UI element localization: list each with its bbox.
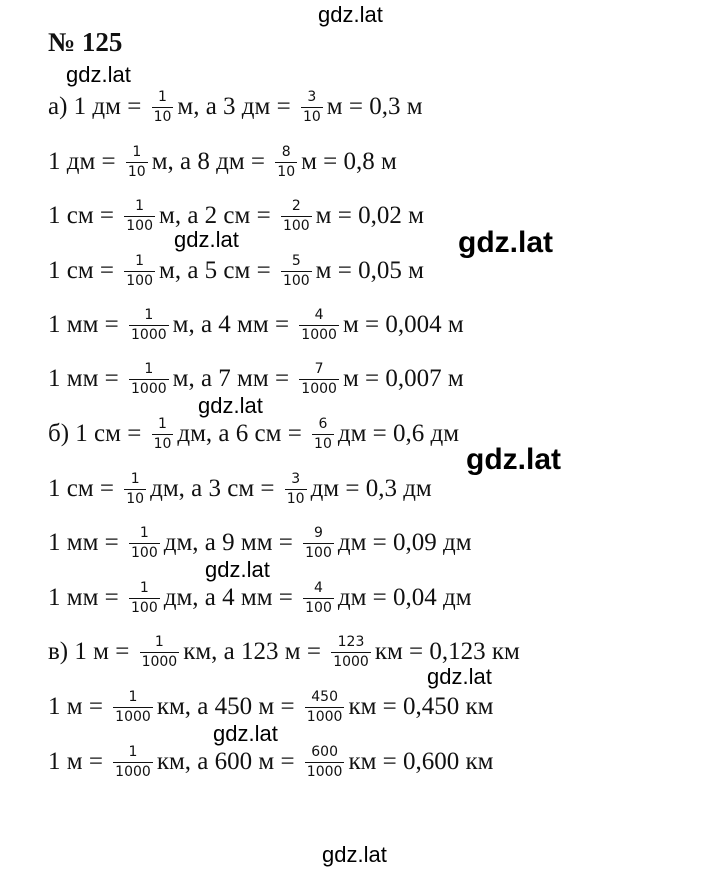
value-fraction [331, 635, 371, 670]
fraction-numerator: 1 [158, 88, 167, 105]
fraction-denominator: 100 [131, 544, 158, 561]
watermark-text: gdz.lat [458, 226, 553, 259]
fraction-denominator: 1000 [301, 380, 337, 397]
fraction-numerator: 1 [132, 143, 142, 160]
fraction-bar [285, 489, 307, 490]
value-fraction [285, 472, 307, 507]
equation-result: дм = 0,6 дм [337, 420, 460, 447]
fraction-numerator: 1 [144, 306, 154, 323]
value-fraction [312, 417, 334, 452]
equation-result: км = 0,450 км [348, 693, 494, 720]
fraction-denominator: 1000 [131, 380, 167, 397]
equation-lhs: а) 1 дм = [48, 93, 148, 120]
unit-fraction [124, 472, 146, 507]
equation-middle: км, а 600 м = [156, 748, 301, 775]
equation-lhs: 1 м = [48, 693, 110, 720]
unit-fraction [140, 635, 180, 670]
fraction-numerator: 600 [311, 743, 338, 760]
fraction-numerator: 9 [314, 524, 323, 541]
equation-result: м = 0,3 м [326, 93, 423, 120]
equation-line [48, 139, 397, 185]
value-fraction [305, 745, 345, 780]
fraction-numerator: 4 [314, 306, 324, 323]
equation-result: м = 0,02 м [315, 202, 424, 229]
fraction-numerator: 1 [128, 743, 138, 760]
equation-result: м = 0,8 м [301, 148, 397, 175]
unit-fraction [152, 90, 174, 125]
fraction-numerator: 1 [130, 470, 140, 487]
unit-fraction [124, 199, 155, 234]
fraction-bar [129, 379, 169, 380]
fraction-denominator: 100 [282, 272, 310, 289]
fraction-numerator: 6 [318, 415, 328, 432]
unit-fraction [124, 254, 155, 289]
fraction-denominator: 100 [126, 217, 153, 234]
fraction-denominator: 10 [302, 108, 321, 125]
unit-fraction [129, 308, 169, 343]
value-fraction [305, 690, 345, 725]
equation-result: км = 0,600 км [348, 748, 494, 775]
fraction-denominator: 10 [286, 490, 305, 507]
fraction-numerator: 1 [158, 415, 167, 432]
fraction-bar [305, 762, 345, 763]
equation-result: м = 0,05 м [315, 257, 424, 284]
equation-line [48, 84, 423, 130]
fraction-denominator: 100 [126, 272, 153, 289]
fraction-denominator: 1000 [301, 326, 337, 343]
fraction-bar [113, 762, 153, 763]
watermark-text: gdz.lat [66, 62, 131, 87]
fraction-numerator: 8 [281, 143, 291, 160]
watermark-text: gdz.lat [318, 2, 383, 27]
fraction-numerator: 3 [291, 470, 301, 487]
fraction-bar [281, 216, 312, 217]
fraction-bar [281, 271, 312, 272]
watermark-text: gdz.lat [466, 443, 561, 476]
fraction-denominator: 10 [277, 163, 296, 180]
equation-middle: км, а 123 м = [183, 638, 328, 665]
fraction-bar [152, 434, 174, 435]
fraction-denominator: 10 [153, 435, 172, 452]
fraction-bar [129, 325, 169, 326]
equation-middle: м, а 3 дм = [177, 93, 297, 120]
fraction-denominator: 1000 [333, 653, 369, 670]
fraction-denominator: 10 [314, 435, 332, 452]
fraction-denominator: 1000 [115, 763, 151, 780]
fraction-denominator: 10 [153, 108, 172, 125]
equation-middle: м, а 8 дм = [151, 148, 272, 175]
value-fraction [275, 145, 297, 180]
value-fraction [281, 199, 312, 234]
watermark-text: gdz.lat [198, 393, 263, 418]
watermark-text: gdz.lat [427, 664, 492, 689]
fraction-numerator: 2 [291, 197, 301, 214]
equation-middle: дм, а 4 мм = [163, 584, 300, 611]
fraction-numerator: 450 [311, 688, 338, 705]
equation-middle: дм, а 3 см = [150, 475, 281, 502]
equation-result: дм = 0,09 дм [337, 529, 472, 556]
fraction-numerator: 4 [314, 579, 323, 596]
equation-lhs: 1 дм = [48, 148, 122, 175]
fraction-denominator: 1000 [115, 708, 151, 725]
fraction-bar [126, 162, 148, 163]
fraction-bar [303, 598, 334, 599]
fraction-numerator: 1 [128, 688, 138, 705]
watermark-text: gdz.lat [213, 721, 278, 746]
equation-middle: дм, а 6 см = [177, 420, 309, 447]
fraction-bar [275, 162, 297, 163]
fraction-bar [299, 379, 339, 380]
fraction-bar [312, 434, 334, 435]
fraction-bar [124, 489, 146, 490]
equation-lhs: 1 см = [48, 202, 121, 229]
fraction-denominator: 1000 [131, 326, 167, 343]
equation-middle: м, а 7 мм = [172, 365, 296, 392]
fraction-denominator: 100 [131, 599, 158, 616]
fraction-numerator: 1 [154, 633, 164, 650]
unit-fraction [113, 745, 153, 780]
fraction-numerator: 1 [139, 579, 149, 596]
exercise-number: № 125 [48, 27, 123, 57]
value-fraction [303, 581, 334, 616]
equation-lhs: б) 1 см = [48, 420, 148, 447]
equation-middle: м, а 2 см = [159, 202, 277, 229]
equation-lhs: 1 см = [48, 475, 121, 502]
equation-line [48, 248, 424, 294]
fraction-denominator: 10 [126, 490, 145, 507]
unit-fraction [129, 526, 160, 561]
value-fraction [303, 526, 334, 561]
unit-fraction [129, 581, 160, 616]
value-fraction [281, 254, 312, 289]
equation-lhs: 1 м = [48, 748, 110, 775]
fraction-denominator: 1000 [306, 708, 343, 725]
fraction-bar [331, 652, 371, 653]
fraction-denominator: 100 [305, 599, 332, 616]
fraction-numerator: 3 [307, 88, 317, 105]
fraction-numerator: 1 [135, 252, 145, 269]
equation-middle: м, а 5 см = [159, 257, 277, 284]
fraction-bar [129, 543, 160, 544]
unit-fraction [152, 417, 174, 452]
fraction-bar [124, 216, 155, 217]
equation-line [48, 466, 432, 512]
equation-line [48, 302, 464, 348]
fraction-denominator: 10 [127, 163, 146, 180]
unit-fraction [113, 690, 153, 725]
equation-middle: дм, а 9 мм = [163, 529, 300, 556]
fraction-bar [152, 107, 174, 108]
fraction-numerator: 1 [135, 197, 145, 214]
value-fraction [299, 362, 339, 397]
fraction-bar [113, 707, 153, 708]
fraction-numerator: 7 [314, 360, 324, 377]
equation-lhs: 1 мм = [48, 311, 125, 338]
equation-lhs: 1 см = [48, 257, 121, 284]
fraction-bar [124, 271, 155, 272]
fraction-bar [301, 107, 323, 108]
value-fraction [301, 90, 323, 125]
fraction-denominator: 100 [282, 217, 310, 234]
fraction-bar [129, 598, 160, 599]
equation-lhs: в) 1 м = [48, 638, 136, 665]
fraction-numerator: 123 [337, 633, 365, 650]
fraction-numerator: 1 [144, 360, 154, 377]
fraction-numerator: 5 [291, 252, 301, 269]
watermark-text: gdz.lat [322, 842, 387, 867]
unit-fraction [126, 145, 148, 180]
fraction-bar [303, 543, 334, 544]
watermark-text: gdz.lat [205, 557, 270, 582]
equation-middle: м, а 4 мм = [172, 311, 296, 338]
equation-result: м = 0,007 м [342, 365, 464, 392]
unit-fraction [129, 362, 169, 397]
equation-lhs: 1 мм = [48, 584, 125, 611]
equation-result: дм = 0,3 дм [310, 475, 432, 502]
fraction-bar [299, 325, 339, 326]
equation-lhs: 1 мм = [48, 529, 125, 556]
fraction-bar [140, 652, 180, 653]
value-fraction [299, 308, 339, 343]
equation-result: км = 0,123 км [374, 638, 520, 665]
equation-lhs: 1 мм = [48, 365, 125, 392]
equation-middle: км, а 450 м = [156, 693, 301, 720]
fraction-denominator: 100 [305, 544, 332, 561]
fraction-bar [305, 707, 345, 708]
equation-result: дм = 0,04 дм [337, 584, 472, 611]
watermark-text: gdz.lat [174, 227, 239, 252]
fraction-denominator: 1000 [141, 653, 178, 670]
equation-result: м = 0,004 м [342, 311, 464, 338]
fraction-numerator: 1 [139, 524, 149, 541]
fraction-denominator: 1000 [306, 763, 343, 780]
